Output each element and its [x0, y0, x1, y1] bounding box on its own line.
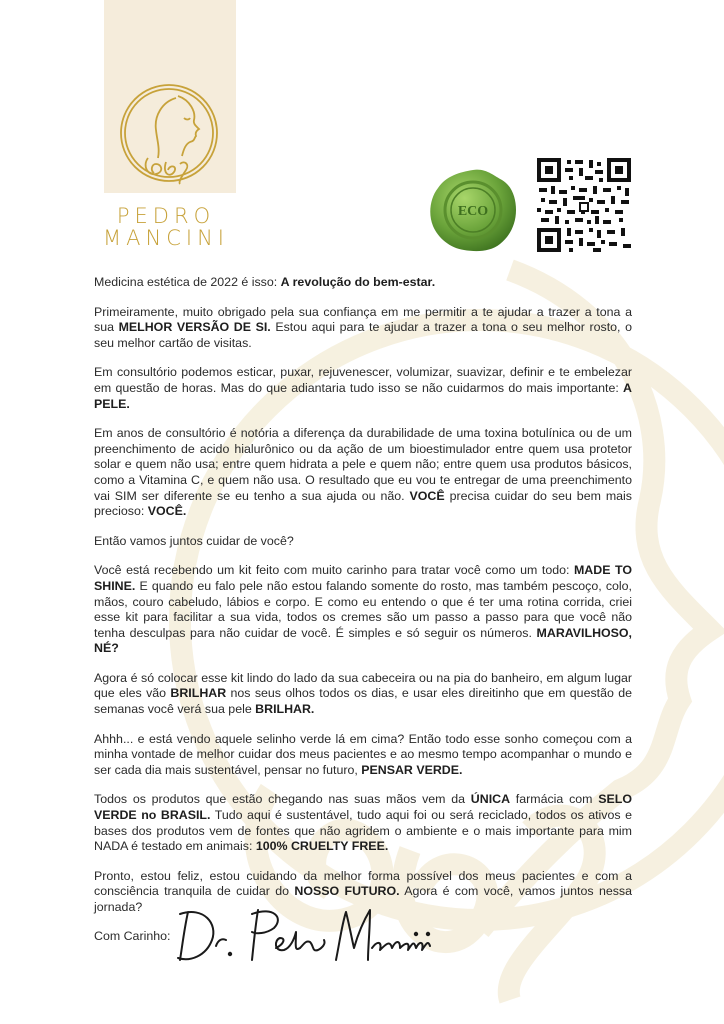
- p5-emphasis-b: BRILHAR: [170, 686, 227, 701]
- p3-text-c: precisa cuidar do seu bem mais precioso:: [94, 488, 632, 519]
- p6-text-a: Ahhh... e está vendo aquele selinho verde lá em cima? Então todo esse sonho começou com a minha vontade de melhor cuidar dos meus pacientes e ao mesmo tempo acompanhar o mundo e ser cada dia mais sustentável, pensar no futuro,: [94, 731, 632, 777]
- intro-emphasis: A revolução do bem-estar.: [280, 275, 436, 289]
- paragraph-4: [94, 563, 632, 657]
- letter-body: [94, 275, 632, 930]
- handwritten-signature: [176, 900, 436, 970]
- p1-text-a: Primeiramente, muito obrigado pela sua confiança em me permitir a te ajudar a trazer a tona a sua: [94, 304, 632, 335]
- p4-emphasis-b: MADE TO SHINE.: [94, 563, 632, 593]
- p3-emphasis-d: VOCÊ.: [147, 504, 187, 519]
- p8-text-c: Agora é com você, vamos juntos nessa jornada?: [94, 884, 633, 914]
- p7-emphasis-b: ÚNICA: [470, 792, 511, 807]
- paragraph-2: [94, 365, 632, 412]
- intro-text: Medicina estética de 2022 é isso:: [94, 275, 281, 289]
- p3-text-a: Em anos de consultório é notória a diferença da durabilidade de uma toxina botulínica ou de um preenchimento de acido hialurônico ou da ação de um bioestimulador entre quem usa protetor solar e quem não usa; entre quem hidrata a pele e quem não; entre quem usa produtos básicos, como a Vitamina C, e quem não usa. O resultado que eu vou te entregar de uma preenchimento vai SIM ser diferente se eu tenho a sua ajuda ou não.: [94, 426, 632, 503]
- p4-text-a: Você está recebendo um kit feito com muito carinho para tratar você como um todo:: [94, 563, 574, 578]
- seal-text: ECO: [457, 204, 489, 219]
- section-heading: Então vamos juntos cuidar de você?: [94, 533, 294, 548]
- p1-emphasis: MELHOR VERSÃO DE SI.: [118, 320, 271, 335]
- p8-emphasis: NOSSO FUTURO.: [294, 884, 400, 899]
- paragraph-5: [94, 671, 632, 718]
- paragraph-1: [94, 305, 632, 352]
- p5-text-c: nos seus olhos todos os dias, e usar eles direitinho que em questão de semanas você verá sua pele: [94, 686, 632, 717]
- intro-paragraph: [94, 275, 632, 291]
- p7-text-c: farmácia com: [510, 792, 599, 807]
- eco-seal-icon: [428, 168, 518, 252]
- p7-text-a: Todos os produtos que estão chegando nas suas mãos vem da: [94, 792, 471, 807]
- p7-emphasis-d: SELO VERDE no BRASIL.: [94, 792, 632, 823]
- p7-emphasis-f: 100% CRUELTY FREE.: [255, 839, 389, 854]
- paragraph-3: [94, 426, 632, 520]
- p4-emphasis-d: MARAVILHOSO, NÉ?: [94, 625, 632, 656]
- face-logo-icon: [110, 78, 228, 188]
- brand-name-first: PEDRO: [116, 204, 216, 228]
- p5-text-a: Agora é só colocar esse kit lindo do lado da sua cabeceira ou na pia do banheiro, em algum lugar que eles vão: [94, 670, 632, 701]
- p3-emphasis-b: VOCÊ: [409, 488, 445, 503]
- p7-text-e: Tudo aqui é sustentável, tudo aqui foi ou será reciclado, todos os ativos e bases dos produtos vem de fontes que não agridem o ambiente e o mais importante para mim NADA é testado em animais:: [94, 808, 632, 854]
- paragraph-6: [94, 732, 632, 779]
- p1-text-c: Estou aqui para te ajudar a trazer a tona o seu melhor rosto, o seu melhor cartão de visitas.: [94, 320, 632, 350]
- paragraph-7: [94, 792, 632, 854]
- p4-text-c: E quando eu falo pele não estou falando somente do rosto, mas também pescoço, colo, mãos, couro cabeludo, lábios e corpo. E como eu entendo o que é ter uma rotina corrida, criei esse kit para facilitar a sua vida, todos os cremes são um passo a passo para que você não tenha desculpas para não cuidar de você. É simples e só seguir os números.: [94, 578, 632, 640]
- p2-text-a: Em consultório podemos esticar, puxar, rejuvenescer, volumizar, suavizar, definir e te embelezar em questão de horas. Mas do que adiantaria tudo isso se não cuidarmos do mais importante:: [94, 365, 632, 395]
- closing-text: Com Carinho:: [94, 929, 171, 943]
- brand-name-last: MANCINI: [103, 226, 229, 250]
- p5-emphasis-d: BRILHAR.: [255, 702, 315, 717]
- p8-text-a: Pronto, estou feliz, estou cuidando da melhor forma possível dos meus pacientes e com a consciência tranquila de cuidar do: [94, 868, 632, 899]
- p6-emphasis: PENSAR VERDE.: [361, 762, 463, 777]
- qr-code-icon[interactable]: [537, 158, 631, 252]
- p2-emphasis: A PELE.: [94, 380, 632, 411]
